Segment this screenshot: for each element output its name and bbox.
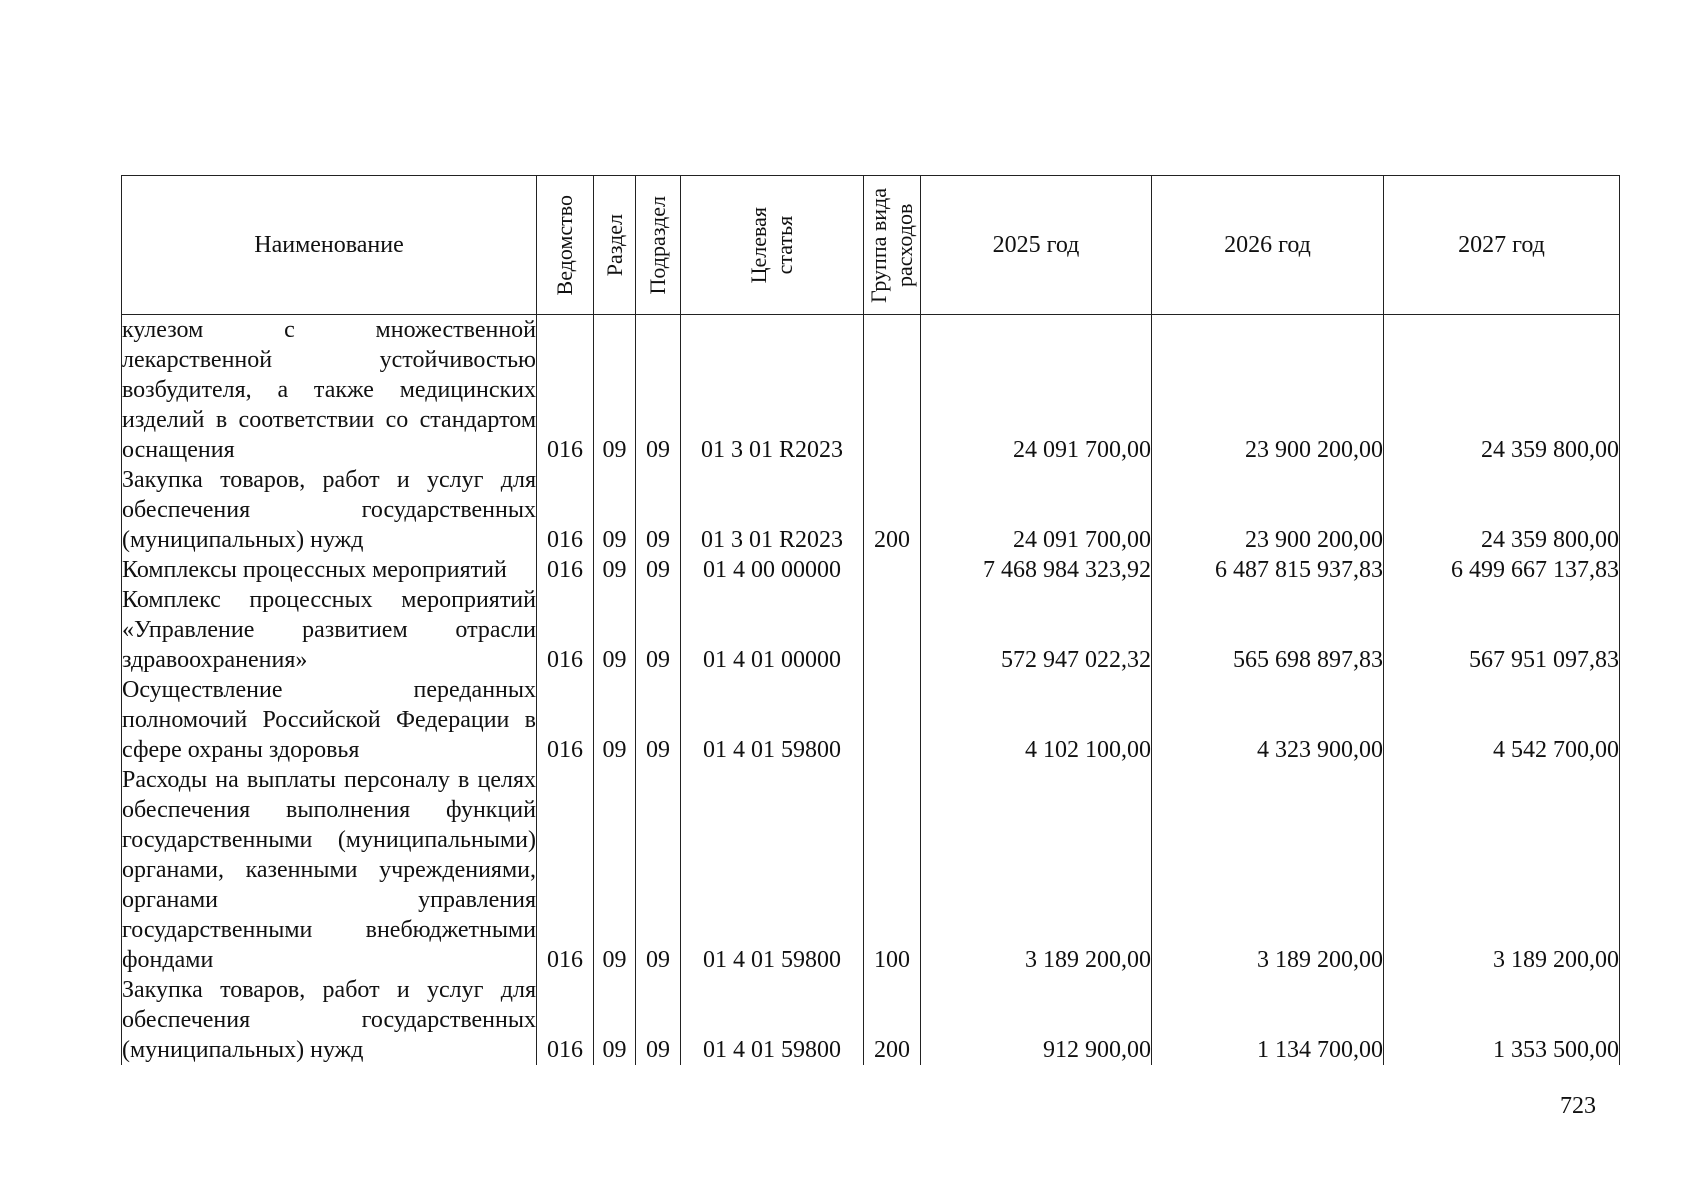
cell-2026: 565 698 897,83 bbox=[1152, 585, 1384, 675]
table-row bbox=[122, 765, 1620, 975]
table-row bbox=[122, 675, 1620, 765]
cell-2025: 912 900,00 bbox=[921, 975, 1152, 1065]
header-target-article: Целевая статья bbox=[681, 176, 864, 315]
cell-expense-group: 200 bbox=[864, 975, 921, 1065]
cell-department: 016 bbox=[537, 675, 594, 765]
cell-target-article: 01 4 01 59800 bbox=[681, 765, 864, 975]
cell-department: 016 bbox=[537, 765, 594, 975]
cell-section: 09 bbox=[594, 555, 636, 585]
cell-target-article: 01 4 01 00000 bbox=[681, 585, 864, 675]
page-number: 723 bbox=[1560, 1093, 1596, 1119]
cell-target-article: 01 4 01 59800 bbox=[681, 675, 864, 765]
cell-target-article: 01 4 01 59800 bbox=[681, 975, 864, 1065]
cell-department: 016 bbox=[537, 465, 594, 555]
header-2025: 2025 год bbox=[921, 176, 1152, 315]
cell-expense-group bbox=[864, 675, 921, 765]
cell-target-article: 01 3 01 R2023 bbox=[681, 315, 864, 466]
cell-name: Комплексы процессных мероприятий bbox=[122, 555, 537, 585]
cell-2025: 4 102 100,00 bbox=[921, 675, 1152, 765]
cell-subsection: 09 bbox=[636, 675, 681, 765]
cell-2027: 4 542 700,00 bbox=[1384, 675, 1620, 765]
cell-department: 016 bbox=[537, 555, 594, 585]
cell-2027: 24 359 800,00 bbox=[1384, 315, 1620, 466]
cell-2027: 3 189 200,00 bbox=[1384, 765, 1620, 975]
cell-section: 09 bbox=[594, 675, 636, 765]
cell-subsection: 09 bbox=[636, 315, 681, 466]
cell-expense-group: 100 bbox=[864, 765, 921, 975]
cell-name: кулезом с множественной лекарственной устойчивостью возбудителя, а также медицинских изделий в соответствии со стандартом оснащения bbox=[122, 315, 537, 466]
cell-name: Комплекс процессных мероприятий «Управление развитием отрасли здравоохранения» bbox=[122, 587, 536, 673]
cell-name: Расходы на выплаты персоналу в целях обеспечения выполнения функций государственными (муниципальными) органами, казенными учреждениями, органами управления государственными внебюджетными фондами bbox=[122, 767, 536, 973]
header-department: Ведомство bbox=[537, 176, 594, 315]
cell-expense-group: 200 bbox=[864, 465, 921, 555]
cell-target-article: 01 3 01 R2023 bbox=[681, 465, 864, 555]
table-row bbox=[122, 555, 1620, 585]
cell-section: 09 bbox=[594, 765, 636, 975]
cell-subsection: 09 bbox=[636, 555, 681, 585]
cell-2025: 3 189 200,00 bbox=[921, 765, 1152, 975]
header-name: Наименование bbox=[122, 176, 537, 315]
table-row bbox=[122, 315, 1620, 466]
cell-subsection: 09 bbox=[636, 975, 681, 1065]
cell-2026: 1 134 700,00 bbox=[1152, 975, 1384, 1065]
budget-table bbox=[121, 175, 1620, 1065]
cell-expense-group bbox=[864, 315, 921, 466]
cell-expense-group bbox=[864, 585, 921, 675]
header-row bbox=[122, 176, 1620, 315]
cell-subsection: 09 bbox=[636, 585, 681, 675]
cell-2027: 1 353 500,00 bbox=[1384, 975, 1620, 1065]
header-2026: 2026 год bbox=[1152, 176, 1384, 315]
cell-section: 09 bbox=[594, 465, 636, 555]
table-row bbox=[122, 465, 1620, 555]
cell-target-article: 01 4 00 00000 bbox=[681, 555, 864, 585]
cell-2027: 6 499 667 137,83 bbox=[1384, 555, 1620, 585]
cell-2026: 23 900 200,00 bbox=[1152, 315, 1384, 466]
table-row bbox=[122, 975, 1620, 1065]
cell-name: Закупка товаров, работ и услуг для обеспечения государственных (муниципальных) нужд bbox=[122, 977, 536, 1063]
header-section: Раздел bbox=[594, 176, 636, 315]
cell-2025: 572 947 022,32 bbox=[921, 585, 1152, 675]
cell-2027: 567 951 097,83 bbox=[1384, 585, 1620, 675]
cell-department: 016 bbox=[537, 315, 594, 466]
header-expense-group: Группа вида расходов bbox=[864, 176, 921, 315]
cell-2026: 4 323 900,00 bbox=[1152, 675, 1384, 765]
header-subsection: Подраздел bbox=[636, 176, 681, 315]
cell-2026: 6 487 815 937,83 bbox=[1152, 555, 1384, 585]
cell-section: 09 bbox=[594, 585, 636, 675]
cell-2027: 24 359 800,00 bbox=[1384, 465, 1620, 555]
cell-2025: 24 091 700,00 bbox=[921, 465, 1152, 555]
cell-expense-group bbox=[864, 555, 921, 585]
cell-department: 016 bbox=[537, 585, 594, 675]
header-2027: 2027 год bbox=[1384, 176, 1620, 315]
cell-section: 09 bbox=[594, 975, 636, 1065]
table-row bbox=[122, 585, 1620, 675]
cell-2026: 3 189 200,00 bbox=[1152, 765, 1384, 975]
cell-2026: 23 900 200,00 bbox=[1152, 465, 1384, 555]
cell-name: Осуществление переданных полномочий Российской Федерации в сфере охраны здоровья bbox=[122, 677, 536, 763]
cell-section: 09 bbox=[594, 315, 636, 466]
cell-department: 016 bbox=[537, 975, 594, 1065]
cell-subsection: 09 bbox=[636, 465, 681, 555]
cell-2025: 7 468 984 323,92 bbox=[921, 555, 1152, 585]
cell-2025: 24 091 700,00 bbox=[921, 315, 1152, 466]
cell-name: Закупка товаров, работ и услуг для обеспечения государственных (муниципальных) нужд bbox=[122, 467, 536, 553]
cell-subsection: 09 bbox=[636, 765, 681, 975]
